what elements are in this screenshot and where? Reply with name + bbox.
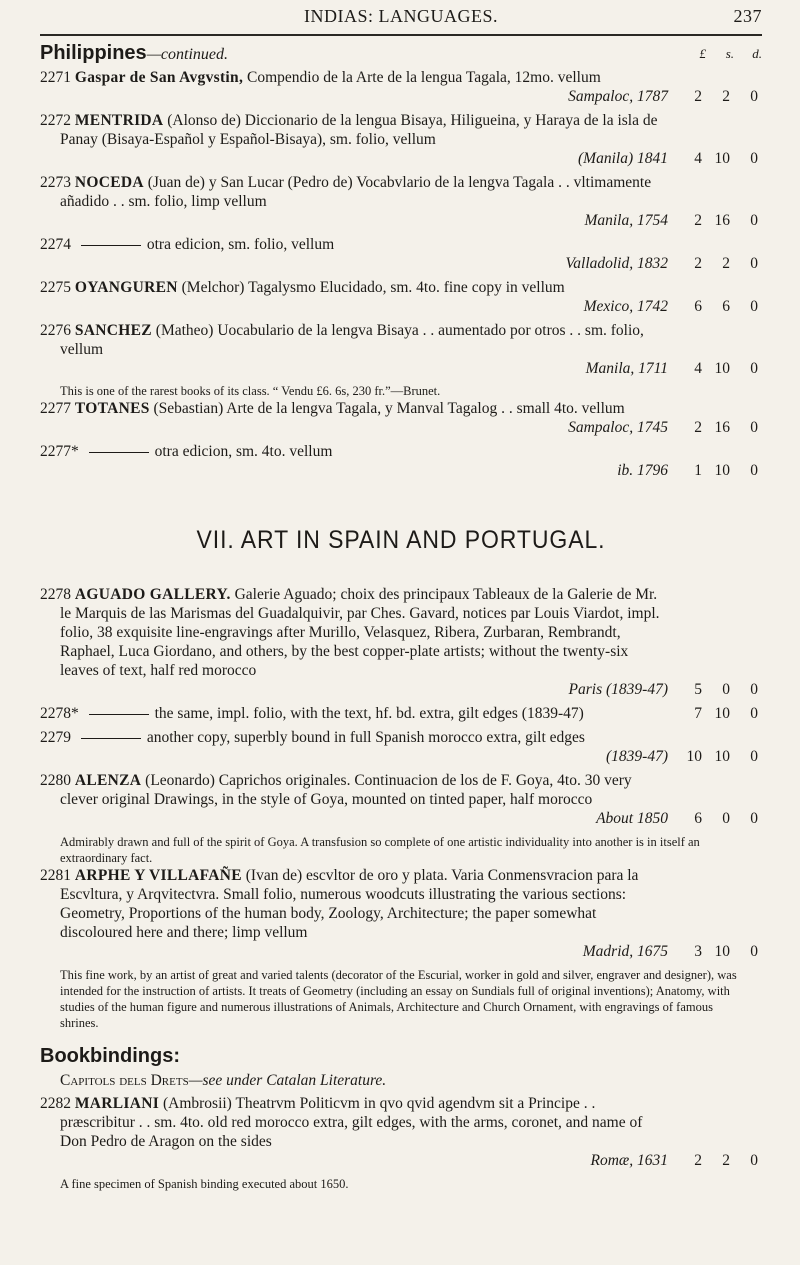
price-shillings: 10	[714, 705, 730, 722]
entry-price	[674, 149, 762, 168]
catalogue-entry	[40, 321, 762, 378]
entry-imprint: Romæ, 1631	[590, 1152, 668, 1169]
entry-price	[674, 254, 762, 273]
entry-author: AGUADO GALLERY.	[74, 586, 231, 603]
price-pounds: 2	[694, 255, 702, 272]
catalogue-entry	[40, 111, 762, 168]
catalogue-entry	[40, 442, 762, 480]
entry-imprint: Mexico, 1742	[583, 298, 668, 315]
ditto-dash	[89, 452, 149, 453]
price-shillings: 10	[714, 943, 730, 960]
entry-price	[674, 297, 762, 316]
price-pence: 0	[750, 88, 758, 105]
entry-body	[40, 278, 668, 316]
entry-description: (Juan de) y San Lucar (Pedro de) Vocabvlario de la lengva Tagala . . vltimamente añadido . . sm. folio, limp vellum	[60, 174, 652, 210]
price-pence: 0	[750, 943, 758, 960]
page-content	[40, 42, 762, 1192]
entry-note: This fine work, by an artist of great and varied talents (decorator of the Escurial, worker in gold and silver, engraver and designer), was intended for the instruction of artists. It treats of Geometry (including an essay on Sundials full of original inventions); Anatomy, with studies of the human figure and numerous illustrations of Animals, Architecture and Church Ornament, with engravings of famous shrines.	[60, 968, 737, 1030]
entry-imprint: (1839-47)	[606, 748, 668, 765]
price-shillings: 2	[722, 255, 730, 272]
entry-imprint: Sampaloc, 1787	[568, 88, 668, 105]
price-column-heads	[678, 46, 762, 62]
price-shillings: 2	[722, 88, 730, 105]
price-pence: 0	[750, 705, 758, 722]
price-pence: 0	[750, 360, 758, 377]
price-pounds: 2	[694, 212, 702, 229]
entry-description: (Matheo) Uocabulario de la lengva Bisaya . . aumentado por otros . . sm. folio, vellum	[60, 322, 644, 358]
catalogue-entry	[40, 585, 762, 699]
price-shillings: 0	[722, 810, 730, 827]
price-shillings: 2	[722, 1152, 730, 1169]
entry-author: MARLIANI	[74, 1095, 160, 1112]
entry-author: OYANGUREN	[74, 279, 178, 296]
lot-number: 2275	[40, 279, 71, 296]
entry-list-art	[40, 585, 762, 1031]
entry-author: ALENZA	[74, 772, 142, 789]
lot-number: 2280	[40, 772, 71, 789]
entry-price	[674, 211, 762, 230]
entry-description: (Ambrosii) Theatrvm Politicvm in qvo qvid agendvm sit a Principe . . præscribitur . . sm. 4to. old red morocco extra, gilt edges, with the arms, coronet, and name of Don Pedro de Aragon on the sides	[60, 1095, 643, 1150]
lot-number: 2276	[40, 322, 71, 339]
entry-price	[674, 747, 762, 766]
entry-author: Gaspar de San Avgvstin,	[74, 69, 244, 86]
entry-price	[674, 680, 762, 699]
ditto-dash	[81, 245, 141, 246]
entry-description: Compendio de la Arte de la lengua Tagala, 12mo. vellum	[247, 69, 601, 86]
entry-price	[674, 704, 762, 723]
price-pounds: 5	[694, 681, 702, 698]
price-pence: 0	[750, 462, 758, 479]
entry-body	[40, 321, 668, 378]
entry-description: (Sebastian) Arte de la lengva Tagala, y Manval Tagalog . . small 4to. vellum	[153, 400, 625, 417]
price-shillings: 10	[714, 462, 730, 479]
page-number: 237	[733, 6, 762, 26]
entry-author: TOTANES	[74, 400, 150, 417]
bookbindings-heading: Bookbindings:	[40, 1045, 180, 1067]
entry-author: MENTRIDA	[74, 112, 164, 129]
price-shillings: 16	[714, 212, 730, 229]
price-shillings: 16	[714, 419, 730, 436]
price-pounds: 1	[694, 462, 702, 479]
entry-body	[40, 728, 668, 766]
cross-reference: Capitols dels Drets—see under Catalan Literature.	[60, 1072, 387, 1089]
ditto-dash	[89, 714, 149, 715]
entry-description: (Leonardo) Caprichos originales. Continuacion de los de F. Goya, 4to. 30 very clever original Drawings, in the style of Goya, mounted on tinted paper, half morocco	[60, 772, 632, 808]
price-shillings: 0	[722, 681, 730, 698]
price-shillings: 6	[722, 298, 730, 315]
lot-number: 2274	[40, 236, 71, 253]
entry-price	[674, 87, 762, 106]
price-pounds: 7	[694, 705, 702, 722]
entry-price	[674, 942, 762, 961]
price-pence: 0	[750, 748, 758, 765]
catalogue-entry	[40, 704, 762, 723]
lot-number: 2278*	[40, 705, 79, 722]
entry-description: otra edicion, sm. folio, vellum	[146, 236, 335, 253]
shillings-head: s.	[725, 46, 734, 61]
price-pence: 0	[750, 419, 758, 436]
entry-description: (Alonso de) Diccionario de la lengua Bisaya, Hiligueina, y Haraya de la isla de Panay (Bisaya-Español y Español-Bisaya), sm. folio, vellum	[60, 112, 658, 148]
entry-imprint: Manila, 1711	[585, 360, 668, 377]
price-pounds: 6	[694, 810, 702, 827]
entry-note: A fine specimen of Spanish binding executed about 1650.	[60, 1177, 349, 1191]
entry-description: (Melchor) Tagalysmo Elucidado, sm. 4to. fine copy in vellum	[181, 279, 565, 296]
entry-author: NOCEDA	[74, 174, 144, 191]
entry-price	[674, 359, 762, 378]
pounds-head: £	[699, 46, 706, 61]
entry-description: otra edicion, sm. 4to. vellum	[154, 443, 333, 460]
catalogue-entry	[40, 235, 762, 273]
catalogue-entry	[40, 771, 762, 828]
price-pounds: 4	[694, 150, 702, 167]
entry-description: Galerie Aguado; choix des principaux Tableaux de la Galerie de Mr. le Marquis de las Marismas del Guadalquivir, par Ches. Gavard, notices par Louis Viardot, impl. folio, 38 exquisite line-engravings after Murillo, Velasquez, Ribera, Zurbaran, Rembrandt, Raphael, Luca Giordano, and others, by the best copper-plate artists; without the twenty-six leaves of text, half red morocco	[60, 586, 660, 679]
price-pence: 0	[750, 810, 758, 827]
price-pounds: 3	[694, 943, 702, 960]
entry-price	[674, 1151, 762, 1170]
header-rule	[40, 34, 762, 36]
entry-list-philippines	[40, 68, 762, 480]
entry-author: ARPHE Y VILLAFAÑE	[74, 867, 242, 884]
price-shillings: 10	[714, 150, 730, 167]
price-pounds: 10	[686, 748, 702, 765]
price-pounds: 6	[694, 298, 702, 315]
entry-note: Admirably drawn and full of the spirit of Goya. A transfusion so complete of one artistic individuality into another is in itself an extraordinary fact.	[60, 835, 700, 865]
pence-head: d.	[752, 46, 762, 61]
catalogue-entry	[40, 399, 762, 437]
price-shillings: 10	[714, 360, 730, 377]
lot-number: 2279	[40, 729, 71, 746]
entry-body	[40, 173, 668, 230]
lot-number: 2273	[40, 174, 71, 191]
price-pounds: 2	[694, 419, 702, 436]
section-heading	[40, 42, 762, 68]
entry-imprint: ib. 1796	[617, 462, 668, 479]
lot-number: 2277	[40, 400, 71, 417]
price-pence: 0	[750, 298, 758, 315]
lot-number: 2271	[40, 69, 71, 86]
entry-imprint: Manila, 1754	[584, 212, 668, 229]
entry-body	[40, 235, 668, 273]
lot-number: 2278	[40, 586, 71, 603]
entry-body	[40, 111, 668, 168]
entry-imprint: Sampaloc, 1745	[568, 419, 668, 436]
section-title: Philippines—continued.	[40, 42, 229, 64]
price-pence: 0	[750, 150, 758, 167]
lot-number: 2281	[40, 867, 71, 884]
entry-imprint: Valladolid, 1832	[565, 255, 668, 272]
entry-imprint: Madrid, 1675	[582, 943, 668, 960]
catalogue-entry	[40, 1094, 762, 1170]
catalogue-entry	[40, 68, 762, 106]
entry-author: SANCHEZ	[74, 322, 152, 339]
lot-number: 2272	[40, 112, 71, 129]
lot-number: 2277*	[40, 443, 79, 460]
part-title: VII. ART IN SPAIN AND PORTUGAL.	[196, 526, 606, 554]
entry-body	[40, 399, 668, 437]
price-pence: 0	[750, 255, 758, 272]
catalogue-entry	[40, 728, 762, 766]
ditto-dash	[81, 738, 141, 739]
running-head-title: INDIAS: LANGUAGES.	[304, 6, 498, 26]
entry-note: This is one of the rarest books of its class. “ Vendu £6. 6s, 230 fr.”—Brunet.	[60, 384, 441, 398]
price-pence: 0	[750, 212, 758, 229]
catalogue-entry	[40, 173, 762, 230]
entry-imprint: About 1850	[596, 810, 668, 827]
entry-price	[674, 461, 762, 480]
price-pence: 0	[750, 1152, 758, 1169]
price-pounds: 2	[694, 88, 702, 105]
price-pounds: 2	[694, 1152, 702, 1169]
entry-price	[674, 809, 762, 828]
price-pence: 0	[750, 681, 758, 698]
catalogue-entry	[40, 278, 762, 316]
entry-body	[40, 771, 668, 828]
price-shillings: 10	[714, 748, 730, 765]
entry-body	[40, 442, 668, 480]
entry-body	[40, 68, 668, 106]
entry-body	[40, 585, 668, 699]
entry-price	[674, 418, 762, 437]
entry-list-bookbindings	[40, 1094, 762, 1192]
lot-number: 2282	[40, 1095, 71, 1112]
entry-imprint: Paris (1839-47)	[568, 681, 668, 698]
entry-body	[40, 1094, 668, 1170]
entry-description: (Ivan de) escvltor de oro y plata. Varia Conmensvracion para la Escvltura, y Arqvitectvra. Small folio, numerous woodcuts illustrating the various sections: Geometry, Proportions of the human body, Zoology, Architecture; the paper somewhat discoloured here and there; limp vellum	[60, 867, 639, 941]
entry-body	[40, 866, 668, 961]
entry-description: the same, impl. folio, with the text, hf. bd. extra, gilt edges (1839-47)	[154, 705, 584, 722]
catalogue-entry	[40, 866, 762, 961]
entry-body	[40, 704, 668, 723]
entry-description: another copy, superbly bound in full Spanish morocco extra, gilt edges	[146, 729, 585, 746]
price-pounds: 4	[694, 360, 702, 377]
entry-imprint: (Manila) 1841	[578, 150, 668, 167]
